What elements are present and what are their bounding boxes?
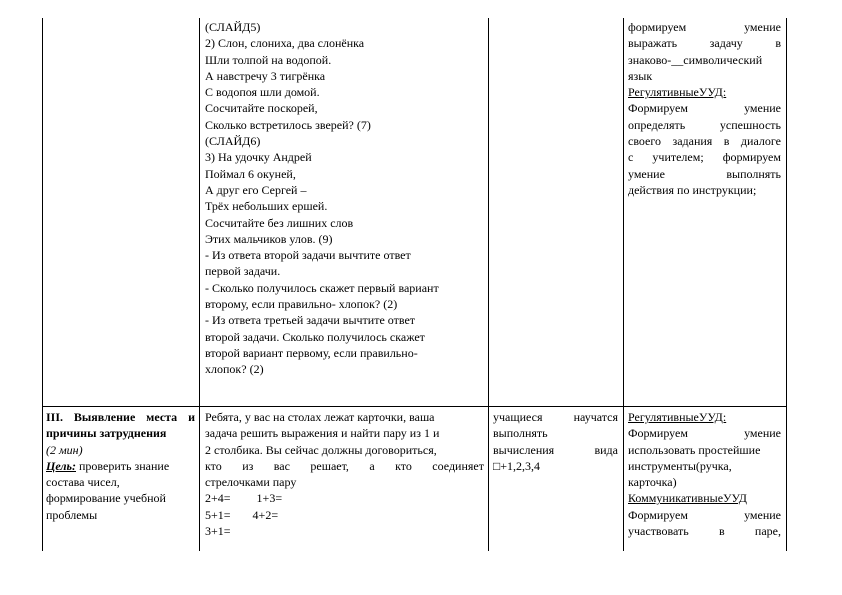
- r1c2-line: - Из ответа третьей задачи вычтите ответ: [205, 313, 416, 328]
- r1c2-line: хлопок? (2): [205, 362, 264, 377]
- r1c2-line: - Из ответа второй задачи вычтите ответ: [205, 248, 411, 263]
- expression-1: 2+4=: [205, 491, 231, 506]
- r1c2-line: 2) Слон, слониха, два слонёнка: [205, 36, 365, 51]
- row2-col3-results-text: [493, 409, 618, 474]
- r1c4-line7: своего задания в диалоге: [628, 134, 781, 149]
- goal-label: Цель:: [46, 458, 76, 473]
- r1c4-line3: знаково-__символический: [628, 52, 763, 67]
- r1c4-line5: Формируем умение: [628, 101, 781, 116]
- column-divider-1: [199, 18, 200, 551]
- r2c4-heading-communicative: КоммуникативныеУУД: [628, 491, 747, 506]
- r1c2-line: первой задачи.: [205, 264, 281, 279]
- expression-4: 4+2=: [252, 507, 279, 522]
- table-border-left: [42, 18, 43, 551]
- expression-3: 5+1=: [205, 507, 231, 522]
- row1-col2-text: [205, 19, 483, 378]
- r2c3-line2: выполнять: [493, 426, 548, 441]
- r1c2-line: второй вариант первому, если правильно-: [205, 345, 418, 360]
- r2c4-line5: Формируем умение: [628, 507, 781, 522]
- r1c2-line: 3) На удочку Андрей: [205, 150, 312, 165]
- r1c2-line: - Сколько получилось скажет первый вариант: [205, 280, 439, 295]
- column-divider-2: [488, 18, 489, 551]
- r1c2-line: Этих мальчиков улов. (9): [205, 231, 333, 246]
- stage-goal-line3: формирование учебной: [46, 491, 166, 506]
- r1c4-line1: формируем умение: [628, 20, 781, 34]
- r2c4-line1: Формируем умение: [628, 426, 781, 441]
- expression-row1: [205, 490, 484, 506]
- r2c4-line4: карточка): [628, 475, 677, 490]
- table-border-right: [786, 18, 787, 551]
- stage-duration: (2 мин): [46, 442, 83, 457]
- r2c3-line3: вычисления вида: [493, 442, 618, 457]
- expression-row2: [205, 507, 484, 523]
- column-divider-3: [623, 18, 624, 551]
- r1c4-heading-regulatory: РегулятивныеУУД:: [628, 85, 727, 100]
- row2-col4-uud-text: [628, 409, 781, 539]
- row2-col1-stage-text: [46, 409, 195, 523]
- r1c2-line: А друг его Сергей –: [205, 182, 307, 197]
- r1c2-line: (СЛАЙД5): [205, 20, 261, 34]
- r1c2-line: Поймал 6 окуней,: [205, 166, 296, 181]
- r1c2-line: Сосчитайте поскорей,: [205, 101, 318, 116]
- r2c4-line6: участвовать в паре,: [628, 524, 781, 539]
- r1c4-line10: действия по инструкции;: [628, 182, 757, 197]
- r1c2-line: второму, если правильно- хлопок? (2): [205, 297, 398, 312]
- r2c2-line2: задача решить выражения и найти пару из 1 и: [205, 426, 440, 441]
- row2-col2-teacher-text: [205, 409, 484, 539]
- r1c4-line4: язык: [628, 68, 653, 83]
- row1-col2-lines: [205, 19, 483, 378]
- stage-title-line2: причины затруднения: [46, 426, 167, 441]
- row-divider: [42, 406, 787, 407]
- r2c2-line3: 2 столбика. Вы сейчас должны договориться,: [205, 442, 437, 457]
- r2c2-line4: кто из вас решает, а кто соединяет: [205, 458, 484, 473]
- r1c2-line: А навстречу 3 тигрёнка: [205, 68, 326, 83]
- r1c4-line2: выражать задачу в: [628, 36, 781, 51]
- r2c4-line3: инструменты(ручка,: [628, 458, 732, 473]
- r1c2-line: второй задачи. Сколько получилось скажет: [205, 329, 425, 344]
- r1c2-line: Сколько встретилось зверей? (7): [205, 117, 371, 132]
- r2c3-line1: учащиеся научатся: [493, 410, 618, 424]
- r1c2-line: Шли толпой на водопой.: [205, 52, 332, 67]
- r2c2-line5: стрелочками пару: [205, 475, 297, 490]
- r2c4-heading-regulatory: РегулятивныеУУД:: [628, 410, 727, 424]
- r1c2-line: С водопоя шли домой.: [205, 85, 320, 100]
- r1c2-line: Трёх небольших ершей.: [205, 199, 328, 214]
- stage-goal-line1: Цель: проверить знание: [46, 458, 170, 473]
- stage-goal-line4: проблемы: [46, 507, 98, 522]
- r2c4-line2: использовать простейшие: [628, 442, 761, 457]
- r1c4-line9: умение выполнять: [628, 166, 781, 181]
- r1c2-line: Сосчитайте без лишних слов: [205, 215, 354, 230]
- r1c4-line6: определять успешность: [628, 117, 781, 132]
- row1-col4-text: [628, 19, 781, 198]
- stage-title-line1: III. Выявление места и: [46, 410, 195, 424]
- stage-goal-line2: состава чисел,: [46, 475, 120, 490]
- r1c2-line: (СЛАЙД6): [205, 134, 261, 149]
- expression-5: 3+1=: [205, 524, 231, 539]
- r1c4-line8: с учителем; формируем: [628, 150, 781, 165]
- expression-2: 1+3=: [256, 491, 283, 506]
- r2c3-line4: □+1,2,3,4: [493, 458, 541, 473]
- r2c2-line1: Ребята, у вас на столах лежат карточки, ваша: [205, 410, 435, 424]
